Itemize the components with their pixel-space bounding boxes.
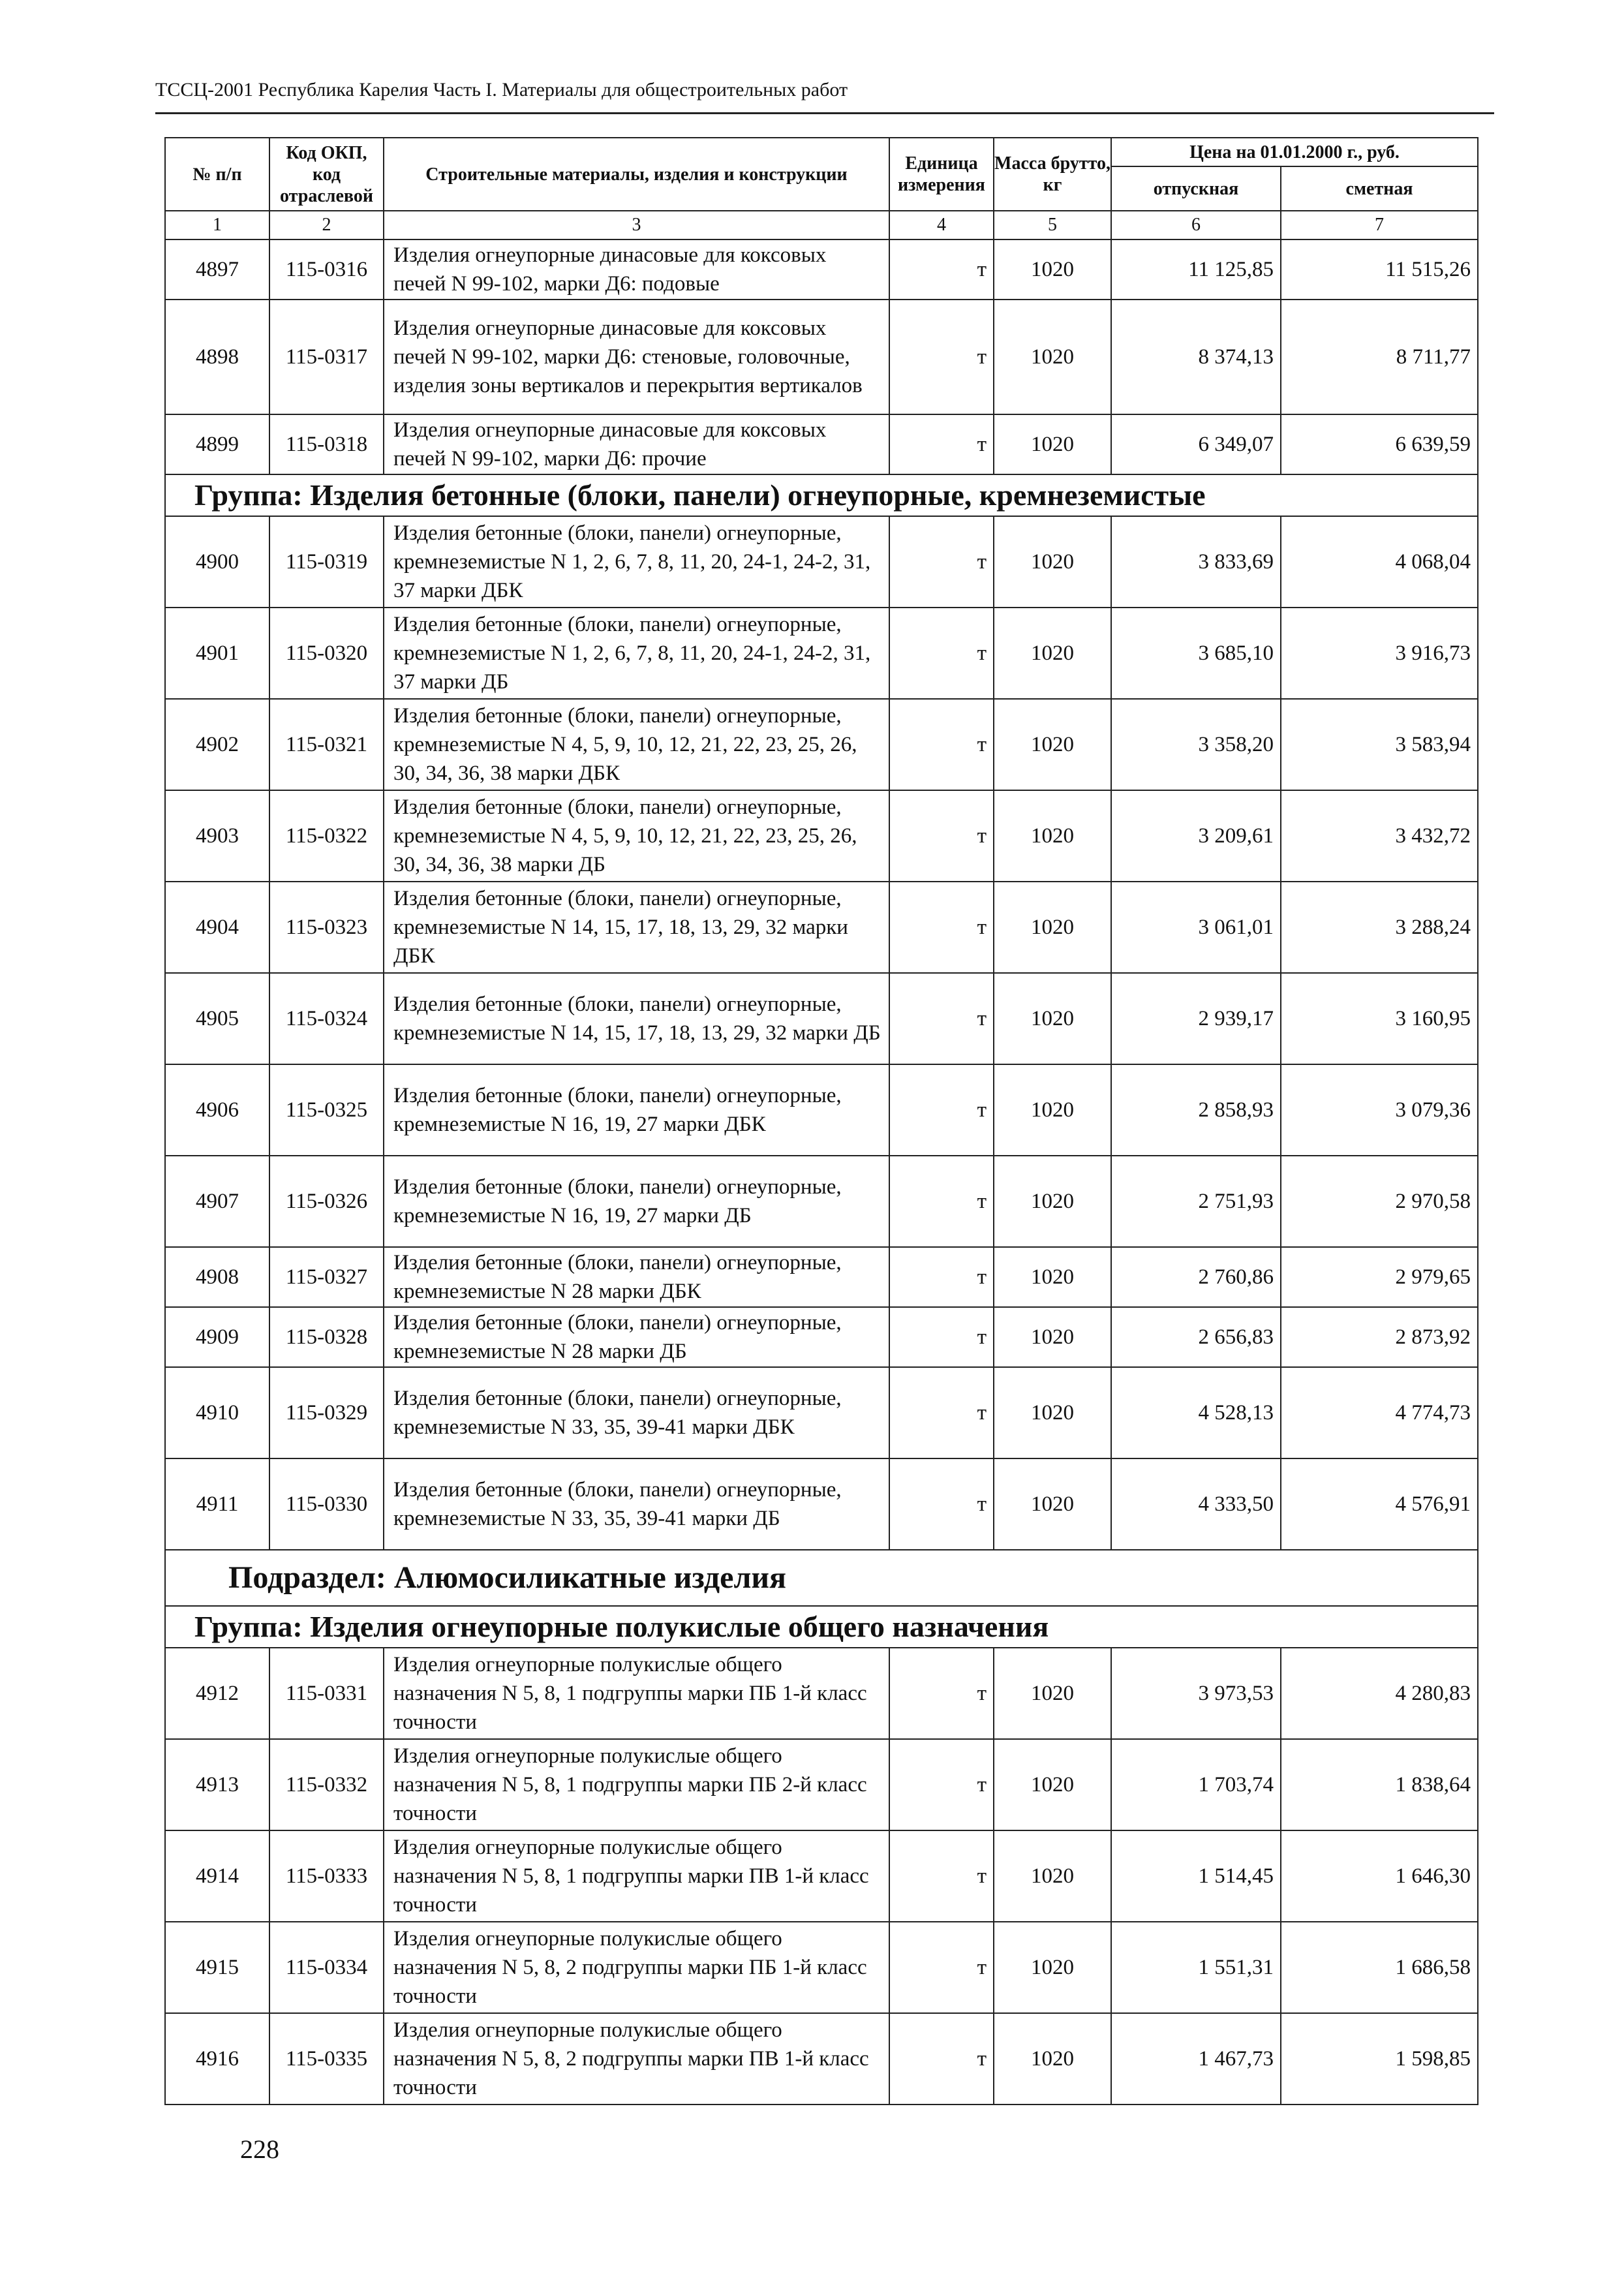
item-price-estimate: 3 079,36 xyxy=(1281,1064,1478,1156)
item-unit: т xyxy=(889,1458,994,1550)
header-code: Код ОКП, код отраслевой xyxy=(269,138,384,211)
item-price-release: 4 528,13 xyxy=(1111,1367,1281,1458)
item-unit: т xyxy=(889,1064,994,1156)
item-code: 115-0322 xyxy=(269,790,384,882)
item-mass: 1020 xyxy=(994,1458,1111,1550)
item-name: Изделия бетонные (блоки, панели) огнеупорные, кремнеземистые N 28 марки ДБ xyxy=(384,1307,889,1367)
group-heading: Группа: Изделия бетонные (блоки, панели) огнеупорные, кремнеземистые xyxy=(165,474,1478,516)
item-mass: 1020 xyxy=(994,300,1111,414)
item-name: Изделия огнеупорные полукислые общего назначения N 5, 8, 1 подгруппы марки ПБ 2-й класс точности xyxy=(384,1739,889,1830)
item-price-estimate: 11 515,26 xyxy=(1281,239,1478,300)
item-number: 4911 xyxy=(165,1458,269,1550)
item-mass: 1020 xyxy=(994,1922,1111,2013)
item-unit: т xyxy=(889,973,994,1064)
header-name: Строительные материалы, изделия и конструкции xyxy=(384,138,889,211)
item-unit: т xyxy=(889,239,994,300)
table-row xyxy=(165,516,1478,608)
group-heading: Группа: Изделия огнеупорные полукислые общего назначения xyxy=(165,1606,1478,1648)
item-mass: 1020 xyxy=(994,1247,1111,1307)
table-row xyxy=(165,790,1478,882)
table-row xyxy=(165,699,1478,790)
item-price-estimate: 2 979,65 xyxy=(1281,1247,1478,1307)
item-code: 115-0331 xyxy=(269,1648,384,1739)
item-code: 115-0330 xyxy=(269,1458,384,1550)
item-mass: 1020 xyxy=(994,1367,1111,1458)
item-mass: 1020 xyxy=(994,239,1111,300)
column-number: 7 xyxy=(1281,211,1478,239)
item-code: 115-0329 xyxy=(269,1367,384,1458)
item-code: 115-0316 xyxy=(269,239,384,300)
item-name: Изделия огнеупорные динасовые для коксовых печей N 99-102, марки Д6: подовые xyxy=(384,239,889,300)
item-price-estimate: 4 576,91 xyxy=(1281,1458,1478,1550)
item-mass: 1020 xyxy=(994,790,1111,882)
header-price-group: Цена на 01.01.2000 г., руб. xyxy=(1111,138,1478,166)
item-unit: т xyxy=(889,516,994,608)
item-price-estimate: 1 598,85 xyxy=(1281,2013,1478,2105)
item-price-estimate: 1 646,30 xyxy=(1281,1830,1478,1922)
subsection-heading: Подраздел: Алюмосиликатные изделия xyxy=(165,1550,1478,1606)
column-number: 6 xyxy=(1111,211,1281,239)
item-number: 4904 xyxy=(165,882,269,973)
item-code: 115-0319 xyxy=(269,516,384,608)
item-number: 4914 xyxy=(165,1830,269,1922)
header-num: № п/п xyxy=(165,138,269,211)
item-number: 4910 xyxy=(165,1367,269,1458)
item-price-estimate: 4 068,04 xyxy=(1281,516,1478,608)
table-row xyxy=(165,1247,1478,1307)
item-mass: 1020 xyxy=(994,414,1111,474)
item-price-estimate: 3 160,95 xyxy=(1281,973,1478,1064)
table-row xyxy=(165,608,1478,699)
item-name: Изделия огнеупорные динасовые для коксовых печей N 99-102, марки Д6: стеновые, головочные, изделия зоны вертикалов и перекрытия вертикалов xyxy=(384,300,889,414)
item-price-estimate: 8 711,77 xyxy=(1281,300,1478,414)
item-price-estimate: 2 873,92 xyxy=(1281,1307,1478,1367)
page-number: 228 xyxy=(240,2135,279,2164)
table-row xyxy=(165,1367,1478,1458)
item-price-release: 1 514,45 xyxy=(1111,1830,1281,1922)
item-number: 4908 xyxy=(165,1247,269,1307)
item-unit: т xyxy=(889,1247,994,1307)
item-number: 4915 xyxy=(165,1922,269,2013)
item-price-release: 1 703,74 xyxy=(1111,1739,1281,1830)
header-unit: Единица измерения xyxy=(889,138,994,211)
item-code: 115-0327 xyxy=(269,1247,384,1307)
table-row xyxy=(165,1307,1478,1367)
item-price-release: 2 751,93 xyxy=(1111,1156,1281,1247)
table-row xyxy=(165,882,1478,973)
item-price-release: 3 833,69 xyxy=(1111,516,1281,608)
item-unit: т xyxy=(889,790,994,882)
item-price-estimate: 1 686,58 xyxy=(1281,1922,1478,2013)
table-row xyxy=(165,1922,1478,2013)
subsection-heading-row xyxy=(165,1550,1478,1606)
item-code: 115-0335 xyxy=(269,2013,384,2105)
column-number: 2 xyxy=(269,211,384,239)
item-unit: т xyxy=(889,1307,994,1367)
item-unit: т xyxy=(889,1367,994,1458)
item-code: 115-0325 xyxy=(269,1064,384,1156)
item-code: 115-0323 xyxy=(269,882,384,973)
item-mass: 1020 xyxy=(994,1307,1111,1367)
item-price-estimate: 4 774,73 xyxy=(1281,1367,1478,1458)
item-number: 4900 xyxy=(165,516,269,608)
item-unit: т xyxy=(889,300,994,414)
item-price-release: 1 467,73 xyxy=(1111,2013,1281,2105)
column-number: 1 xyxy=(165,211,269,239)
item-price-release: 2 656,83 xyxy=(1111,1307,1281,1367)
item-name: Изделия бетонные (блоки, панели) огнеупорные, кремнеземистые N 4, 5, 9, 10, 12, 21, 22, 23, 25, 26, 30, 34, 36, 38 марки ДБ xyxy=(384,790,889,882)
item-unit: т xyxy=(889,414,994,474)
header-price-release: отпускная xyxy=(1111,166,1281,211)
item-mass: 1020 xyxy=(994,699,1111,790)
item-price-estimate: 3 916,73 xyxy=(1281,608,1478,699)
table-row xyxy=(165,300,1478,414)
item-name: Изделия огнеупорные полукислые общего назначения N 5, 8, 2 подгруппы марки ПВ 1-й класс точности xyxy=(384,2013,889,2105)
price-table xyxy=(164,137,1478,2105)
item-name: Изделия огнеупорные полукислые общего назначения N 5, 8, 1 подгруппы марки ПВ 1-й класс точности xyxy=(384,1830,889,1922)
item-number: 4901 xyxy=(165,608,269,699)
item-name: Изделия бетонные (блоки, панели) огнеупорные, кремнеземистые N 33, 35, 39-41 марки ДБ xyxy=(384,1458,889,1550)
item-unit: т xyxy=(889,1830,994,1922)
item-price-release: 2 939,17 xyxy=(1111,973,1281,1064)
item-price-estimate: 3 583,94 xyxy=(1281,699,1478,790)
group-heading-row xyxy=(165,1606,1478,1648)
item-name: Изделия бетонные (блоки, панели) огнеупорные, кремнеземистые N 1, 2, 6, 7, 8, 11, 20, 24-1, 24-2, 31, 37 марки ДБ xyxy=(384,608,889,699)
column-number: 4 xyxy=(889,211,994,239)
item-mass: 1020 xyxy=(994,516,1111,608)
item-price-release: 8 374,13 xyxy=(1111,300,1281,414)
item-number: 4909 xyxy=(165,1307,269,1367)
table-row xyxy=(165,2013,1478,2105)
item-price-estimate: 3 432,72 xyxy=(1281,790,1478,882)
item-unit: т xyxy=(889,1648,994,1739)
item-mass: 1020 xyxy=(994,882,1111,973)
item-number: 4899 xyxy=(165,414,269,474)
item-name: Изделия огнеупорные полукислые общего назначения N 5, 8, 2 подгруппы марки ПБ 1-й класс точности xyxy=(384,1922,889,2013)
table-row xyxy=(165,414,1478,474)
running-header: ТССЦ-2001 Республика Карелия Часть I. Материалы для общестроительных работ xyxy=(155,79,848,100)
item-mass: 1020 xyxy=(994,1156,1111,1247)
table-row xyxy=(165,1458,1478,1550)
item-price-release: 4 333,50 xyxy=(1111,1458,1281,1550)
item-price-estimate: 1 838,64 xyxy=(1281,1739,1478,1830)
item-mass: 1020 xyxy=(994,2013,1111,2105)
item-price-release: 3 973,53 xyxy=(1111,1648,1281,1739)
item-number: 4907 xyxy=(165,1156,269,1247)
item-mass: 1020 xyxy=(994,973,1111,1064)
item-price-release: 2 760,86 xyxy=(1111,1247,1281,1307)
item-number: 4897 xyxy=(165,239,269,300)
item-price-estimate: 2 970,58 xyxy=(1281,1156,1478,1247)
item-name: Изделия бетонные (блоки, панели) огнеупорные, кремнеземистые N 14, 15, 17, 18, 13, 29, 32 марки ДБ xyxy=(384,973,889,1064)
item-unit: т xyxy=(889,1739,994,1830)
table-row xyxy=(165,1739,1478,1830)
item-code: 115-0332 xyxy=(269,1739,384,1830)
item-name: Изделия бетонные (блоки, панели) огнеупорные, кремнеземистые N 16, 19, 27 марки ДБК xyxy=(384,1064,889,1156)
table-row xyxy=(165,1830,1478,1922)
table-body xyxy=(165,239,1478,2105)
item-number: 4916 xyxy=(165,2013,269,2105)
column-number: 5 xyxy=(994,211,1111,239)
item-unit: т xyxy=(889,699,994,790)
item-price-release: 3 061,01 xyxy=(1111,882,1281,973)
item-number: 4912 xyxy=(165,1648,269,1739)
header-rule xyxy=(155,112,1494,114)
table-row xyxy=(165,1064,1478,1156)
item-mass: 1020 xyxy=(994,608,1111,699)
group-heading-row xyxy=(165,474,1478,516)
item-price-release: 6 349,07 xyxy=(1111,414,1281,474)
item-name: Изделия бетонные (блоки, панели) огнеупорные, кремнеземистые N 14, 15, 17, 18, 13, 29, 32 марки ДБК xyxy=(384,882,889,973)
item-price-estimate: 6 639,59 xyxy=(1281,414,1478,474)
item-number: 4903 xyxy=(165,790,269,882)
item-code: 115-0333 xyxy=(269,1830,384,1922)
item-code: 115-0328 xyxy=(269,1307,384,1367)
header-price-estimate: сметная xyxy=(1281,166,1478,211)
item-code: 115-0321 xyxy=(269,699,384,790)
item-mass: 1020 xyxy=(994,1830,1111,1922)
item-number: 4898 xyxy=(165,300,269,414)
table-row xyxy=(165,973,1478,1064)
item-mass: 1020 xyxy=(994,1739,1111,1830)
item-name: Изделия бетонные (блоки, панели) огнеупорные, кремнеземистые N 1, 2, 6, 7, 8, 11, 20, 24-1, 24-2, 31, 37 марки ДБК xyxy=(384,516,889,608)
item-name: Изделия бетонные (блоки, панели) огнеупорные, кремнеземистые N 28 марки ДБК xyxy=(384,1247,889,1307)
item-number: 4905 xyxy=(165,973,269,1064)
item-price-release: 11 125,85 xyxy=(1111,239,1281,300)
item-code: 115-0317 xyxy=(269,300,384,414)
item-name: Изделия бетонные (блоки, панели) огнеупорные, кремнеземистые N 16, 19, 27 марки ДБ xyxy=(384,1156,889,1247)
item-unit: т xyxy=(889,2013,994,2105)
item-price-release: 1 551,31 xyxy=(1111,1922,1281,2013)
item-code: 115-0324 xyxy=(269,973,384,1064)
table-row xyxy=(165,1156,1478,1247)
item-mass: 1020 xyxy=(994,1648,1111,1739)
table-row xyxy=(165,1648,1478,1739)
item-unit: т xyxy=(889,882,994,973)
item-number: 4906 xyxy=(165,1064,269,1156)
item-code: 115-0326 xyxy=(269,1156,384,1247)
item-name: Изделия огнеупорные динасовые для коксовых печей N 99-102, марки Д6: прочие xyxy=(384,414,889,474)
header-mass: Масса брутто, кг xyxy=(994,138,1111,211)
item-unit: т xyxy=(889,1922,994,2013)
item-mass: 1020 xyxy=(994,1064,1111,1156)
item-price-release: 2 858,93 xyxy=(1111,1064,1281,1156)
item-name: Изделия огнеупорные полукислые общего назначения N 5, 8, 1 подгруппы марки ПБ 1-й класс точности xyxy=(384,1648,889,1739)
item-code: 115-0334 xyxy=(269,1922,384,2013)
item-number: 4902 xyxy=(165,699,269,790)
item-price-release: 3 209,61 xyxy=(1111,790,1281,882)
item-code: 115-0320 xyxy=(269,608,384,699)
item-name: Изделия бетонные (блоки, панели) огнеупорные, кремнеземистые N 4, 5, 9, 10, 12, 21, 22, 23, 25, 26, 30, 34, 36, 38 марки ДБК xyxy=(384,699,889,790)
item-price-estimate: 3 288,24 xyxy=(1281,882,1478,973)
column-number: 3 xyxy=(384,211,889,239)
item-unit: т xyxy=(889,1156,994,1247)
table-row xyxy=(165,239,1478,300)
item-price-estimate: 4 280,83 xyxy=(1281,1648,1478,1739)
item-name: Изделия бетонные (блоки, панели) огнеупорные, кремнеземистые N 33, 35, 39-41 марки ДБК xyxy=(384,1367,889,1458)
item-number: 4913 xyxy=(165,1739,269,1830)
item-code: 115-0318 xyxy=(269,414,384,474)
item-price-release: 3 358,20 xyxy=(1111,699,1281,790)
item-price-release: 3 685,10 xyxy=(1111,608,1281,699)
item-unit: т xyxy=(889,608,994,699)
